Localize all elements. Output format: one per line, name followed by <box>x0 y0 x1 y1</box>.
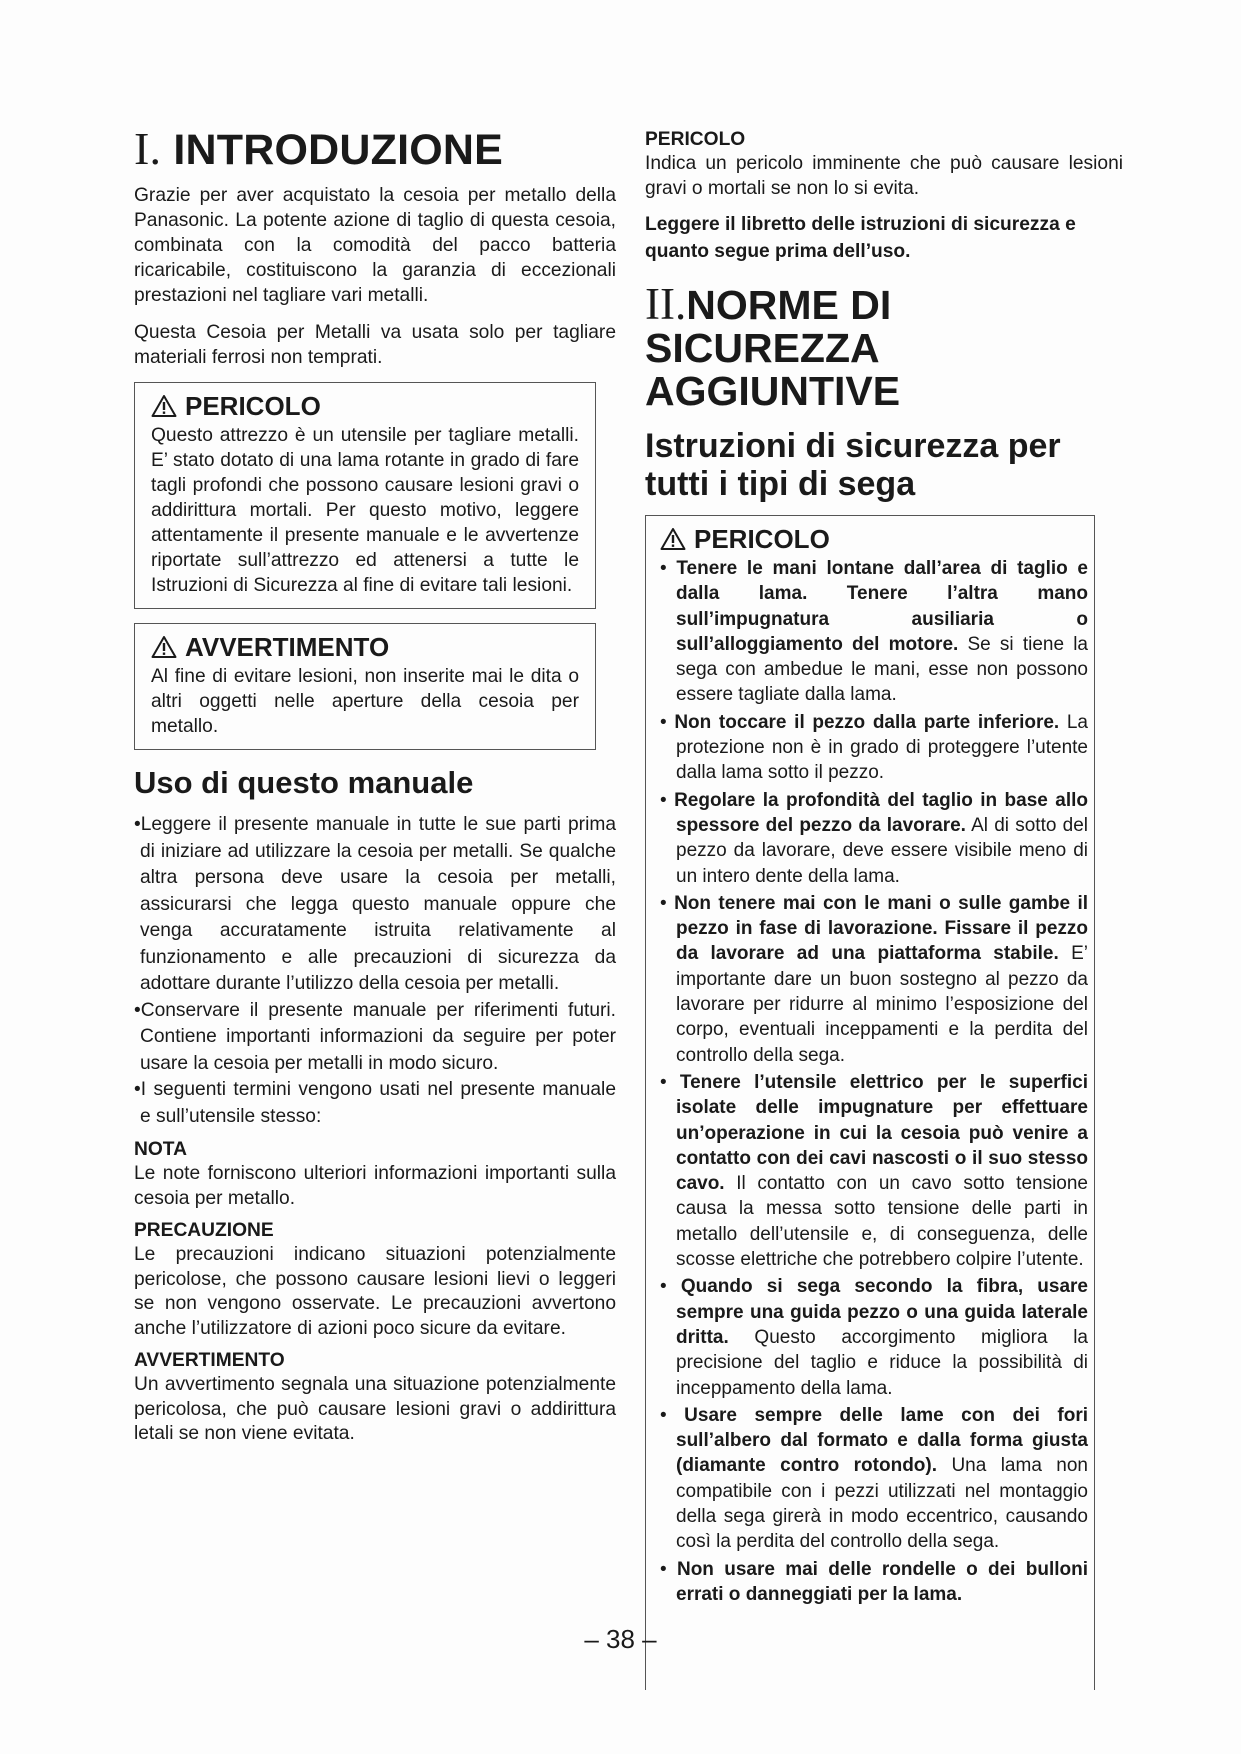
term-title-nota: NOTA <box>134 1139 187 1160</box>
page-number: – 38 – <box>584 1624 657 1654</box>
section-title-line1: NORME DI SICUREZZA <box>645 282 892 371</box>
danger-box-title <box>151 391 579 421</box>
intro-paragraph-1: Grazie per aver acquistato la cesoia per metallo della Panasonic. La potente azione di taglio di questa cesoia, combinata con la comodità del pacco batteria ricaricabile, costituiscono la garanzia di eccezionali prestazioni nel tagliare vari metalli. <box>134 185 616 306</box>
list-item: • Tenere l’utensile elettrico per le superfici isolate delle impugnature per effettuare un’operazione in cui la cesoia può venire a contatto con dei cavi nascosti o il suo stesso cavo. Il contatto con un cavo sotto tensione causa la messa sotto tensione delle parti in metallo dell’utensile e, di conseguenza, delle scosse elettriche che potrebbero colpire l’utente. <box>660 1071 1088 1271</box>
manual-bullet-list <box>134 812 616 1130</box>
list-item: • Usare sempre delle lame con dei fori sull’albero dal formato e dalla forma giusta (diamante contro rotondo). Una lama non compatibile con i pezzi utilizzati nel montaggio della sega girerà in modo eccentrico, causando così la perdita del controllo della sega. <box>660 1404 1088 1553</box>
item-bold: Regolare la profondità del taglio in base allo spessore del pezzo da lavorare. <box>674 789 1088 836</box>
danger-box-heading: PERICOLO <box>185 391 321 421</box>
list-item: • Tenere le mani lontane dall’area di taglio e dalla lama. Tenere l’altra mano sull’impugnatura ausiliaria o sull’alloggiamento del motore. Se si tiene la sega con ambedue le mani, esse non possono essere tagliate dalla lama. <box>660 558 1088 706</box>
danger-box-right <box>645 515 1095 1690</box>
warning-triangle-icon <box>151 394 177 418</box>
warning-box-heading: AVVERTIMENTO <box>185 632 390 662</box>
warning-triangle-icon <box>660 527 686 551</box>
term-title-pericolo: PERICOLO <box>645 129 746 150</box>
right-column <box>645 124 1123 1690</box>
section-title-norme <box>645 279 1123 414</box>
item-bold: Non tenere mai con le mani o sulle gambe il pezzo in fase di lavorazione. Fissare il pezzo da lavorare ad una piattaforma stabile. <box>674 892 1088 965</box>
warning-box <box>134 623 596 750</box>
item-bold: Tenere le mani lontane dall’area di taglio e dalla lama. Tenere l’altra mano sull’impugnatura ausiliaria o sull’alloggiamento del motore. <box>676 558 1088 655</box>
safety-lead-text: Leggere il libretto delle istruzioni di sicurezza e quanto segue prima dell’uso. <box>645 214 1076 262</box>
item-text: E’ importante dare un buon sostegno al pezzo da lavorare per ridurre al minimo l’esposizione del corpo, eventuali inceppamenti e la perdita del controllo della sega. <box>676 943 1088 1066</box>
list-item: •I seguenti termini vengono usati nel presente manuale e sull’utensile stesso: <box>134 1079 616 1127</box>
list-item: • Non tenere mai con le mani o sulle gambe il pezzo in fase di lavorazione. Fissare il pezzo da lavorare ad una piattaforma stabile. E’ importante dare un buon sostegno al pezzo da lavorare per ridurre al minimo l’esposizione del corpo, eventuali inceppamenti e la perdita del controllo della sega. <box>660 892 1088 1066</box>
list-item: •Conservare il presente manuale per riferimenti futuri. Contiene importanti informazioni da seguire per poter usare la cesoia per metalli in modo sicuro. <box>134 999 616 1074</box>
item-text: Il contatto con un cavo sotto tensione causa la messa sotto tensione delle parti in metallo dell’utensile e, di conseguenza, delle scosse elettriche che potrebbero colpire l’utente. <box>676 1173 1088 1271</box>
list-item: • Non toccare il pezzo dalla parte inferiore. La protezione non è in grado di proteggere l’utente dalla lama sotto il pezzo. <box>660 711 1088 784</box>
danger-box <box>134 382 596 609</box>
item-text: Una lama non compatibile con i pezzi utilizzati nel montaggio della sega girerà in modo eccentrico, causando così la perdita del controllo della sega. <box>676 1455 1088 1553</box>
section-number: II. <box>645 279 687 329</box>
danger-box-right-title <box>660 524 1088 554</box>
term-title-avvertimento: AVVERTIMENTO <box>134 1350 285 1371</box>
item-text: La protezione non è in grado di proteggere l’utente dalla lama sotto il pezzo. <box>676 711 1088 784</box>
warning-triangle-icon <box>151 635 177 659</box>
item-bold: Non toccare il pezzo dalla parte inferiore. <box>674 711 1060 733</box>
danger-box-right-heading: PERICOLO <box>694 524 830 554</box>
item-text: Se si tiene la sega con ambedue le mani, esse non possono essere tagliate dalla lama. <box>676 633 1088 706</box>
section-number: I. <box>134 123 162 174</box>
item-text: Questo accorgimento migliora la precisione del taglio e riduce la possibilità di inceppamento della lama. <box>676 1326 1088 1399</box>
safety-instruction-list <box>660 556 1088 1607</box>
list-item: • Non usare mai delle rondelle o dei bulloni errati o danneggiati per la lama. <box>660 1558 1089 1605</box>
item-bold: Tenere l’utensile elettrico per le superfici isolate delle impugnature per effettuare un’operazione in cui la cesoia può venire a contatto con dei cavi nascosti o il suo stesso cavo. <box>676 1071 1088 1195</box>
section-title-text: INTRODUZIONE <box>173 126 504 174</box>
manual-usage-heading: Uso di questo manuale <box>134 765 474 800</box>
danger-box-text: Questo attrezzo è un utensile per tagliare metalli. E’ stato dotato di una lama rotante in grado di fare tagli profondi che possono causare lesioni gravi o addirittura mortali. Per questo motivo, leggere attentamente il presente manuale e le avvertenze riportate sull’attrezzo ed attenersi a tutte le Istruzioni di Sicurezza al fine di evitare tali lesioni. <box>151 425 579 596</box>
item-bold: Non usare mai delle rondelle o dei bulloni errati o danneggiati per la lama. <box>676 1558 1089 1605</box>
warning-box-text: Al fine di evitare lesioni, non inserite mai le dita o altri oggetti nelle aperture della cesoia per metallo. <box>151 666 579 737</box>
term-text-avvertimento: Un avvertimento segnala una situazione potenzialmente pericolosa, che può causare lesioni gravi o addirittura letali se non viene evitata. <box>134 1374 616 1444</box>
subsection-title: Istruzioni di sicurezza per tutti i tipi di sega <box>645 427 1061 503</box>
warning-box-title <box>151 632 579 662</box>
term-text-pericolo: Indica un pericolo imminente che può causare lesioni gravi o mortali se non lo si evita. <box>645 153 1123 199</box>
item-bold: Usare sempre delle lame con dei fori sull’albero dal formato e dalla forma giusta (diamante contro rotondo). <box>676 1404 1088 1477</box>
item-text: Al di sotto del pezzo da lavorare, deve essere visibile meno di un intero dente della lama. <box>676 814 1088 887</box>
intro-paragraph-2: Questa Cesoia per Metalli va usata solo per tagliare materiali ferrosi non temprati. <box>134 322 616 368</box>
term-text-nota: Le note forniscono ulteriori informazioni importanti sulla cesoia per metallo. <box>134 1163 616 1209</box>
item-bold: Quando si sega secondo la fibra, usare sempre una guida pezzo o una guida laterale dritta. <box>676 1276 1088 1348</box>
list-item: • Regolare la profondità del taglio in base allo spessore del pezzo da lavorare. Al di sotto del pezzo da lavorare, deve essere visibile meno di un intero dente della lama. <box>660 789 1088 887</box>
section-title-line2: AGGIUNTIVE <box>645 368 901 414</box>
left-column <box>134 124 616 1455</box>
term-text-precauzione: Le precauzioni indicano situazioni potenzialmente pericolose, che possono causare lesioni lievi o leggeri se non vengono osservate. Le precauzioni avvertono anche l’utilizzatore di azioni poco sicure da evitare. <box>134 1244 616 1339</box>
list-item: • Quando si sega secondo la fibra, usare sempre una guida pezzo o una guida laterale dritta. Questo accorgimento migliora la precisione del taglio e riduce la possibilità di inceppamento della lama. <box>660 1276 1088 1399</box>
list-item: •Leggere il presente manuale in tutte le sue parti prima di iniziare ad utilizzare la cesoia per metalli. Se qualche altra persona deve usare la cesoia per metalli, assicurarsi che legga questo manuale oppure che venga accuratamente istruita relativamente al funzionamento e alle precauzioni di sicurezza da adottare durante l’utilizzo della cesoia per metalli. <box>134 814 616 994</box>
term-title-precauzione: PRECAUZIONE <box>134 1220 274 1241</box>
section-title-introduzione <box>134 124 616 175</box>
